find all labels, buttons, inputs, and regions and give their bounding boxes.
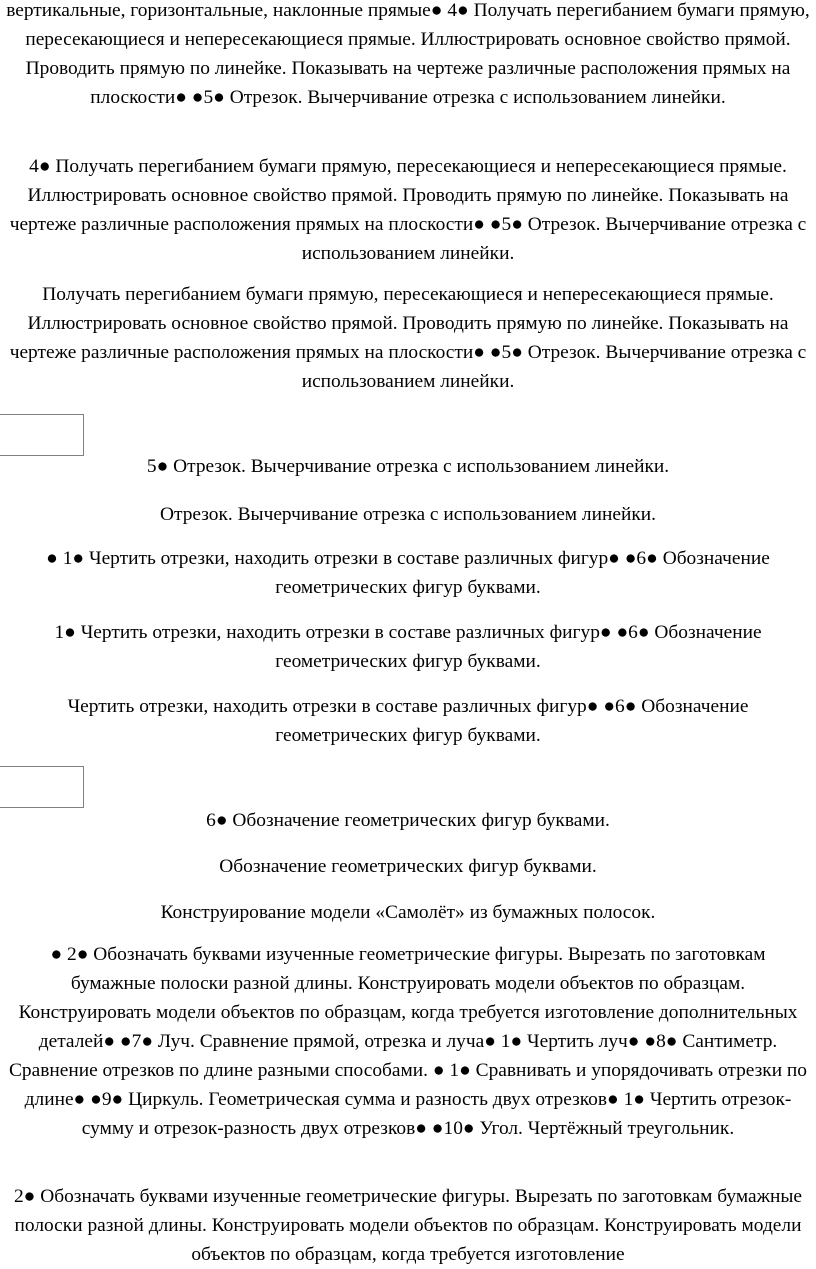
paragraph-5: Отрезок. Вычерчивание отрезка с использованием линейки. <box>160 504 656 525</box>
paragraph-1: вертикальные, горизонтальные, наклонные прямые● 4● Получать перегибанием бумаги прямую, пересекающиеся и непересекающиеся прямые. Иллюстрировать основное свойство прямой. Проводить прямую по линейке. Показывать на чертеже различные расположения прямых на плоскости● ●5● Отрезок. Вычерчивание отрезка с использованием линейки. <box>6 0 810 108</box>
empty-box <box>0 414 84 456</box>
paragraph-2: 4● Получать перегибанием бумаги прямую, пересекающиеся и непересекающиеся прямые. Иллюстрировать основное свойство прямой. Проводить прямую по линейке. Показывать на чертеже различные расположения прямых на плоскости● ●5● Отрезок. Вычерчивание отрезка с использованием линейки. <box>9 156 807 264</box>
paragraph-11: Конструирование модели «Самолёт» из бумажных полосок. <box>160 902 656 923</box>
empty-box <box>0 766 84 808</box>
paragraph-8: Чертить отрезки, находить отрезки в составе различных фигур● ●6● Обозначение геометрических фигур буквами. <box>67 696 749 746</box>
paragraph-7: 1● Чертить отрезки, находить отрезки в составе различных фигур● ●6● Обозначение геометрических фигур буквами. <box>54 622 762 672</box>
paragraph-10: Обозначение геометрических фигур буквами. <box>219 856 597 877</box>
paragraph-3: Получать перегибанием бумаги прямую, пересекающиеся и непересекающиеся прямые. Иллюстрировать основное свойство прямой. Проводить прямую по линейке. Показывать на чертеже различные расположения прямых на плоскости● ●5● Отрезок. Вычерчивание отрезка с использованием линейки. <box>9 284 807 392</box>
paragraph-9: 6● Обозначение геометрических фигур буквами. <box>206 810 610 831</box>
paragraph-4: 5● Отрезок. Вычерчивание отрезка с использованием линейки. <box>146 456 670 477</box>
paragraph-12: ● 2● Обозначать буквами изученные геометрические фигуры. Вырезать по заготовкам бумажные полоски разной длины. Конструировать модели объектов по образцам. Конструировать модели объектов по образцам, когда требуется изготовление дополнительных деталей● ●7● Луч. Сравнение прямой, отрезка и луча● 1● Чертить луч● ●8● Сантиметр. Сравнение отрезков по длине разными способами. ● 1● Сравнивать и упорядочивать отрезки по длине● ●9● Циркуль. Геометрическая сумма и разность двух отрезков● 1● Чертить отрезок-сумму и отрезок-разность двух отрезков● ●10● Угол. Чертёжный треугольник. <box>8 944 808 1139</box>
paragraph-13: 2● Обозначать буквами изученные геометрические фигуры. Вырезать по заготовкам бумажные полоски разной длины. Конструировать модели объектов по образцам. Конструировать модели объектов по образцам, когда требуется изготовление <box>13 1186 803 1265</box>
paragraph-6: ● 1● Чертить отрезки, находить отрезки в составе различных фигур● ●6● Обозначение геометрических фигур буквами. <box>46 548 770 598</box>
